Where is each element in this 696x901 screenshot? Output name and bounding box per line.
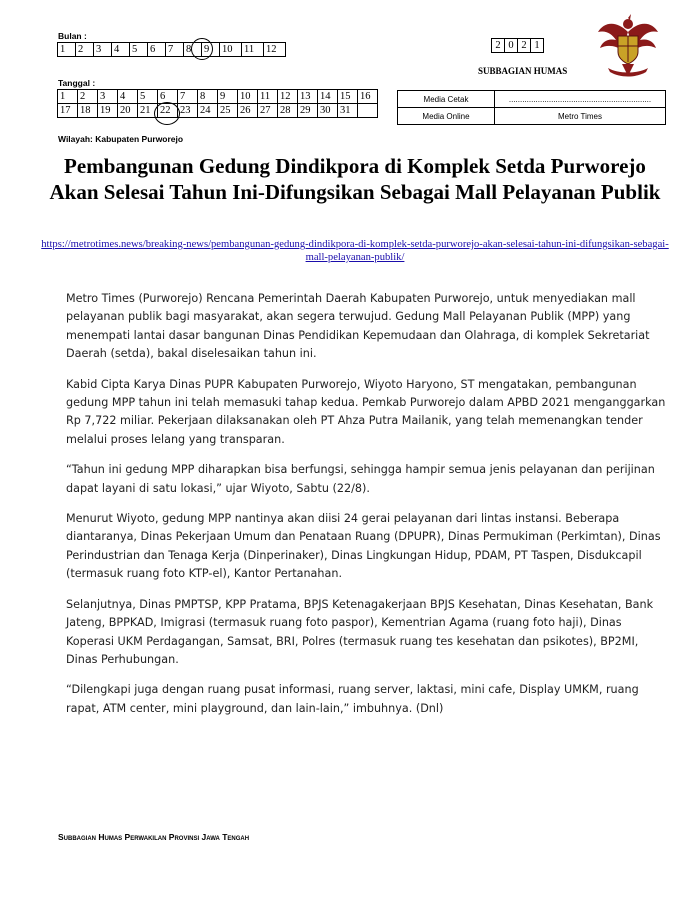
article-body: [66, 290, 666, 730]
date-cell: 17: [58, 104, 78, 118]
date-cell: 1: [58, 90, 78, 104]
month-cell: 10: [220, 43, 242, 57]
date-cell: 24: [198, 104, 218, 118]
date-cell: 19: [98, 104, 118, 118]
article-paragraph: Metro Times (Purworejo) Rencana Pemerintah Daerah Kabupaten Purworejo, untuk menyediakan mall pelayanan publik bagi masyarakat, akan segera terwujud. Gedung Mall Pelayanan Publik (MPP) yang menempati lantai dasar bangunan Dinas Pendidikan Kepemudaan dan Olahraga, di komplek Sekretariat Daerah (setda), bakal diselesaikan tahun ini.: [66, 292, 650, 361]
month-cell: 12: [264, 43, 286, 57]
month-cell: 5: [130, 43, 148, 57]
year-digit: 2: [518, 39, 531, 53]
date-cell: 21: [138, 104, 158, 118]
date-cell: 26: [238, 104, 258, 118]
month-cell: 7: [166, 43, 184, 57]
media-online-value: Metro Times: [495, 108, 666, 125]
department-label: SUBBAGIAN HUMAS: [478, 66, 568, 76]
date-cell: 31: [338, 104, 358, 118]
year-box: [491, 38, 544, 53]
date-cell: 4: [118, 90, 138, 104]
date-cell: 29: [298, 104, 318, 118]
date-cell: 5: [138, 90, 158, 104]
month-cell: 9: [202, 43, 220, 57]
garuda-emblem-icon: [594, 10, 662, 82]
date-cell: 16: [358, 90, 378, 104]
month-cell: 1: [58, 43, 76, 57]
article-paragraph: “Dilengkapi juga dengan ruang pusat informasi, ruang server, laktasi, mini cafe, Display UMKM, ruang rapat, ATM center, mini playground, dan lain-lain,” imbuhnya. (Dnl): [66, 683, 639, 715]
media-cetak-value: ................................................................: [495, 91, 666, 108]
article-paragraph: Kabid Cipta Karya Dinas PUPR Kabupaten Purworejo, Wiyoto Haryono, ST mengatakan, pembangunan gedung MPP tahun ini telah memasuki tahap kedua. Pemkab Purworejo dalam APBD 2021 menganggarkan Rp 7,722 miliar. Pekerjaan dilaksanakan oleh PT Ahza Putra Mailanik, yang telah memenangkan tender melalui proses lelang yang transparan.: [66, 377, 666, 446]
footer-label: Subbagian Humas Perwakilan Provinsi Jawa Tengah: [58, 832, 250, 842]
date-cell: 28: [278, 104, 298, 118]
date-cell: 6: [158, 90, 178, 104]
wilayah-label: Wilayah: Kabupaten Purworejo: [58, 134, 184, 144]
year-digit: 2: [492, 39, 505, 53]
date-cell: 2: [78, 90, 98, 104]
date-cell: 14: [318, 90, 338, 104]
month-cell: 3: [94, 43, 112, 57]
month-cell: 2: [76, 43, 94, 57]
date-cell: 30: [318, 104, 338, 118]
article-url-link[interactable]: https://metrotimes.news/breaking-news/pembangunan-gedung-dindikpora-di-komplek-setda-purworejo-akan-selesai-tahun-ini-difungsikan-sebagai-mall-pelayanan-publik/: [41, 239, 669, 263]
selected-day-circle: [154, 102, 180, 125]
article-paragraph: Menurut Wiyoto, gedung MPP nantinya akan diisi 24 gerai pelayanan dari lintas instansi. Beberapa diantaranya, Dinas Pekerjaan Umum dan Penataan Ruang (DPUPR), Dinas Permukiman (Perkimtan), Dinas Perindustrian dan Tenaga Kerja (Dinperinaker), Dinas Lingkungan Hidup, PDAM, PT Taspen, Disdukcapil (termasuk ruang foto KTP-el), Kantor Pertanahan.: [66, 512, 661, 581]
date-cell: 3: [98, 90, 118, 104]
date-cell: 13: [298, 90, 318, 104]
month-cell: 4: [112, 43, 130, 57]
article-paragraph: “Tahun ini gedung MPP diharapkan bisa berfungsi, sehingga hampir semua jenis pelayanan dan perijinan dapat layani di satu lokasi,” ujar Wiyoto, Sabtu (22/8).: [66, 463, 655, 495]
month-cell: 11: [242, 43, 264, 57]
date-cell: 10: [238, 90, 258, 104]
article-title: Pembangunan Gedung Dindikpora di Komplek Setda Purworejo Akan Selesai Tahun Ini-Difungsikan Sebagai Mall Pelayanan Publik: [49, 154, 661, 204]
date-grid: [57, 89, 378, 118]
date-cell: 23: [178, 104, 198, 118]
date-cell: 22: [158, 104, 178, 118]
article-paragraph: Selanjutnya, Dinas PMPTSP, KPP Pratama, BPJS Ketenagakerjaan BPJS Kesehatan, Dinas Kesehatan, Bank Jateng, BPPKAD, Imigrasi (termasuk ruang foto paspor), Kementrian Agama (ruang foto haji), Dinas Koperasi UKM Perdagangan, Samsat, BRI, Polres (termasuk ruang tes kesehatan dan psikotes), BP2MI, Dinas Perhubungan.: [66, 597, 654, 666]
date-cell: 8: [198, 90, 218, 104]
date-cell: 11: [258, 90, 278, 104]
year-digit: 1: [531, 39, 544, 53]
date-cell: [358, 104, 378, 118]
year-digit: 0: [505, 39, 518, 53]
media-cetak-label: Media Cetak: [398, 91, 495, 108]
date-cell: 25: [218, 104, 238, 118]
date-cell: 15: [338, 90, 358, 104]
media-table: [397, 90, 666, 125]
date-cell: 18: [78, 104, 98, 118]
date-cell: 12: [278, 90, 298, 104]
date-cell: 20: [118, 104, 138, 118]
date-cell: 7: [178, 90, 198, 104]
selected-month-circle: [191, 38, 213, 60]
month-grid: [57, 42, 286, 57]
month-cell: 8: [184, 43, 202, 57]
date-cell: 27: [258, 104, 278, 118]
date-cell: 9: [218, 90, 238, 104]
tanggal-label: Tanggal :: [58, 78, 96, 88]
bulan-label: Bulan :: [58, 31, 87, 41]
media-online-label: Media Online: [398, 108, 495, 125]
month-cell: 6: [148, 43, 166, 57]
